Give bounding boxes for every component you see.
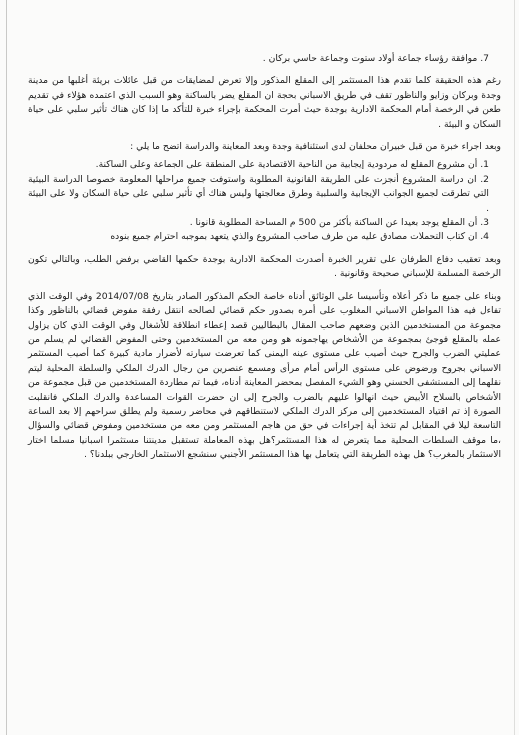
page-edge-right xyxy=(514,0,515,735)
page-edge-left xyxy=(6,0,7,735)
paragraph-complaint: رغم هذه الحقيقة كلما تقدم هذا المستثمر إلى المقلع المذكور وإلا تعرض لمضايقات من قبل عائلات بريئة أغلبها من مدينة وجدة وبركان وزايو والناظور تقف في طريق الاسباني بحجة ان المقلع يضر بالساكنة وهو السبب الذي اعتمده هؤلاء في تقديم طعن في الرخصة أمام المحكمة الادارية بوجدة حيث أمرت المحكمة بإجراء خبرة للتأكد ما إذا كان هناك تأثير سلبي على حياة السكان و البيئة . xyxy=(28,75,501,130)
finding-item-4: 4. ان كتاب التحملات مصادق عليه من طرف صاحب المشروع والذي يتعهد بموجبه احترام جميع بنوده xyxy=(110,231,489,243)
paragraph-court-ruling: وبعد تعقيب دفاع الطرفان على تقرير الخبرة أصدرت المحكمة الادارية بوجدة حكمها القاضي برفض الطلب، وبالتالي تكون الرخصة المسلمة للإسباني صحيحة وقانونية . xyxy=(28,253,501,280)
paragraph-expertise-intro: وبعد اجراء خبرة من قبل خبيران محلفان لدى استئنافية وجدة وبعد المعاينة والدراسة اتضح ما يلي : xyxy=(130,141,501,153)
list-item-7: 7. موافقة رؤساء جماعة أولاد ستوت وجماعة حاسي بركان . xyxy=(262,53,489,64)
finding-item-2: 2. ان دراسة المشروع أنجزت على الطريقة القانونية المطلوبة واستوفت جميع مراحلها المعلومة خصوصا الدراسة البيئية التي تطرقت لجميع الجوانب الإيجابية والسلبية وطرق معالجتها وليس هناك أي تأثير سلبي على حياة السكان ولا على البيئة . xyxy=(28,173,489,214)
findings-list xyxy=(28,158,501,244)
finding-item-3: 3. أن المقلع يوجد بعيدا عن الساكنة بأكثر من 500 م المساحة المطلوبة قانونا . xyxy=(189,217,489,229)
paragraph-incident: وبناء على جميع ما ذكر أعلاه وتأسيسا على الوثائق أدناه خاصة الحكم المذكور الصادر بتاريخ 2014/07/08 وفي الوقت الذي تفاءل فيه هذا المواطن الاسباني المغلوب على أمره بصدور حكم قضائي لصالحه انتقل رفقة مفوض قضائي بالناظور وكذا مجموعة من المستخدمين الذين وضعهم صاحب المقال بالبطاليين قصد إعطاء انطلاقة للأشغال وفي الوقت الذي كان يزاول عمله بالمقلع فوجئ بمجموعة من الأشخاص يهاجمونه هو ومن معه من المستخدمين وحتى المفوض القضائي لم يسلم من عمليتي الضرب والجرح حيث أصيب على مستوى عينه اليمنى كما تعرضت سيارته لأضرار مادية كبيرة كما أصيب المستثمر الاسباني بجروح ورضوض على مستوى الرأس أمام مرأى ومسمع عنصرين من رجال الدرك الملكي والسلطة المحلية ليتم نقلهما إلى المستشفى الحسني وهو الشيء المفصل بمحضر المعاينة أدناه، فيما تم مطاردة المستخدمين من قبل مجموعة من الأشخاص بالسلاح الأبيض حيث انهالوا عليهم بالضرب والجرح إلى ان حضرت القوات المساعدة والدرك الملكي فانقلبت الصورة إذ تم اقتياد المستخدمين إلى مركز الدرك الملكي لاستنطاقهم في محاضر رسمية ولم يطلق سراحهم إلا بعد الساعة التاسعة ليلا في المقابل لم تتخذ أية إجراءات في حق من هاجم المستثمر ومن معه من مستخدمين ومفوض قضائي والسؤال ،ما موقف السلطات المحلية مما يتعرض له هذا المستثمر؟هل بهذه المعاملة تستقبل مدينتنا مستثمرا اسبانيا مسلما اختار الاستثمار بالمغرب؟ هل بهذه الطريقة التي يتعامل بها هذا المستثمر الأجنبي سنشجع الاستثمار الخارجي ببلدنا؟ . xyxy=(28,290,502,461)
finding-item-1: 1. أن مشروع المقلع له مردودية إيجابية من الناحية الاقتصادية على المنطقة على الجماعة وعلى الساكنة. xyxy=(95,159,489,171)
